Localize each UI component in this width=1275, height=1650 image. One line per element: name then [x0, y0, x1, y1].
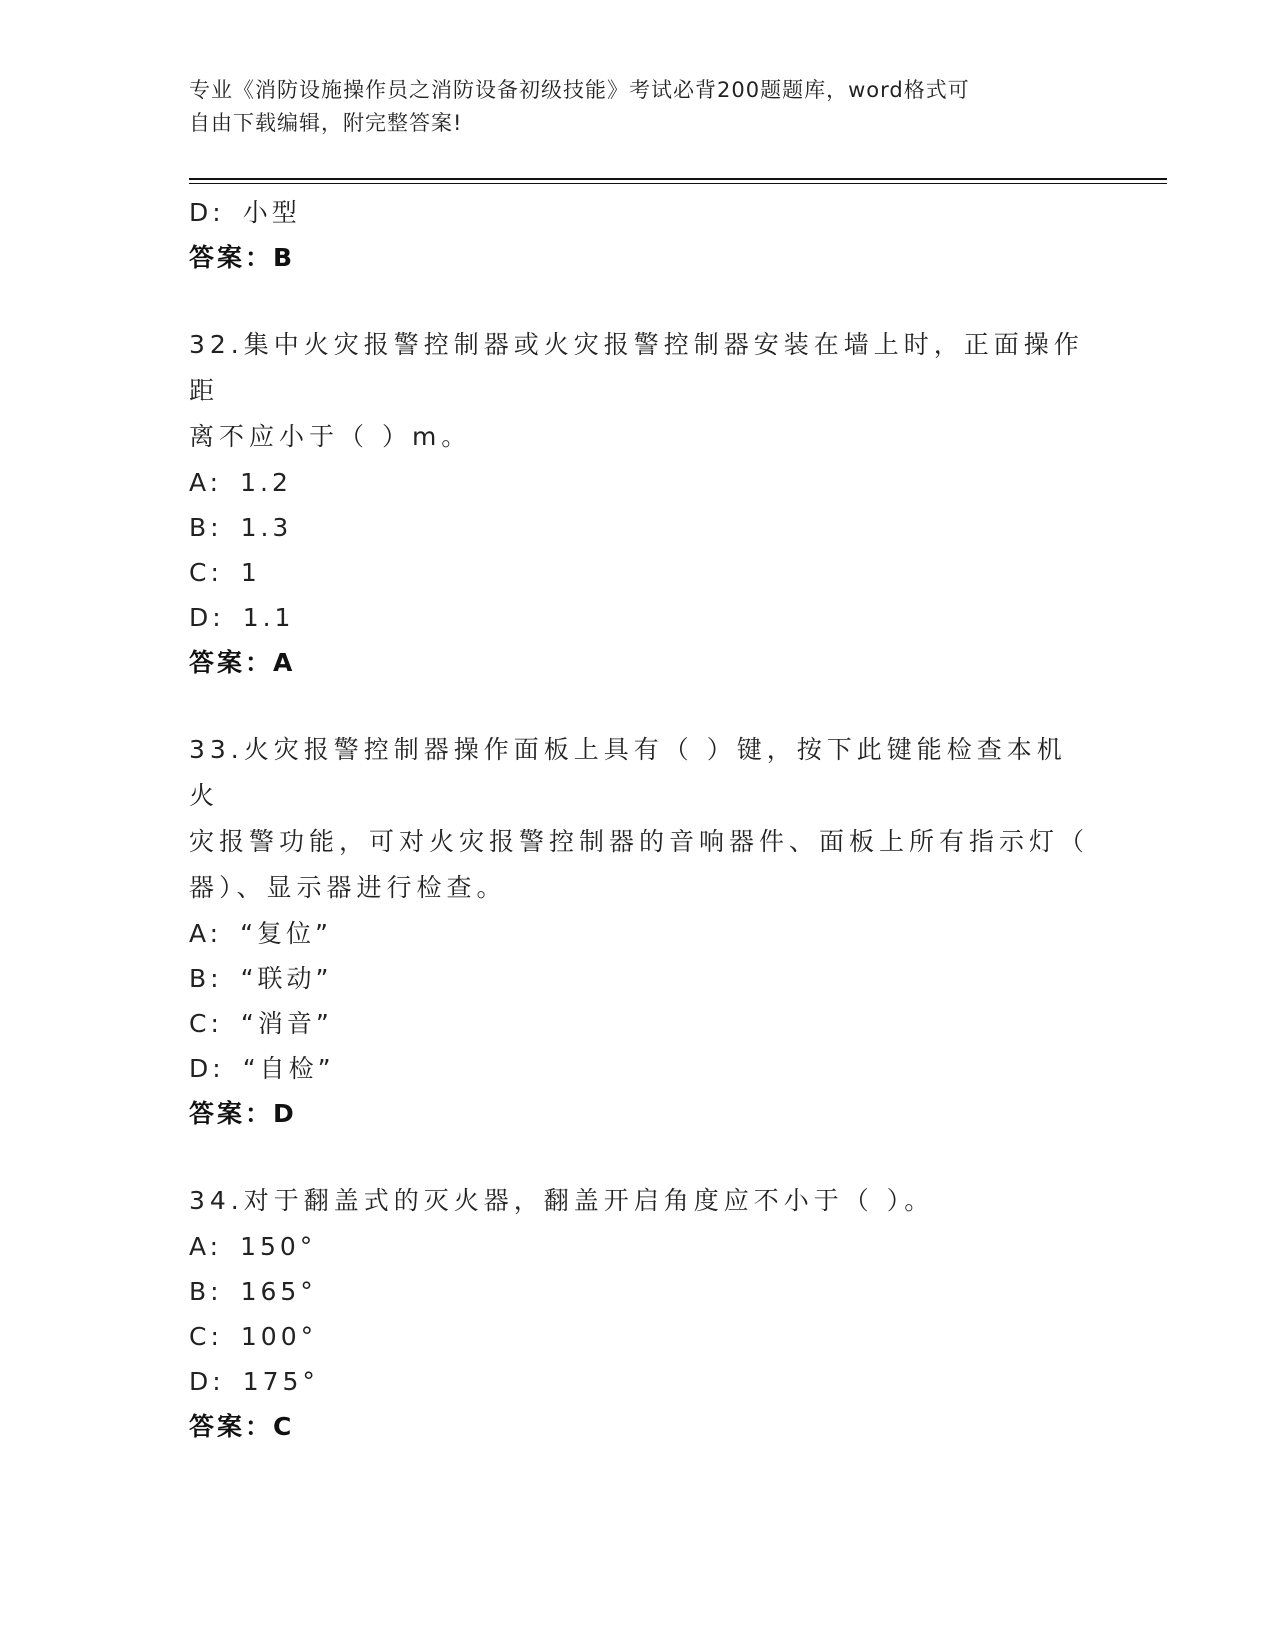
option-label: D:	[189, 1054, 225, 1083]
header-title-line-2: 自由下载编辑，附完整答案!	[189, 111, 463, 135]
option-a	[189, 1224, 1089, 1269]
option-d	[189, 1359, 1089, 1404]
option-b	[189, 956, 1089, 1001]
option-text: 1	[240, 558, 261, 587]
question-stem-line: 32.集中火灾报警控制器或火灾报警控制器安装在墙上时，正面操作距	[189, 330, 1084, 405]
question-stem-line: 离不应小于（ ）m。	[189, 422, 472, 451]
option-c	[189, 1314, 1089, 1359]
option-text: “联动”	[240, 964, 333, 993]
option-text: 1.1	[242, 603, 295, 632]
question-stem	[189, 1178, 1089, 1224]
option-text: 小型	[242, 198, 301, 227]
question-stem-line: 灾报警功能，可对火灾报警控制器的音响器件、面板上所有指示灯（	[189, 827, 1090, 856]
question-stem	[189, 727, 1089, 911]
question-stem-line: 器）、显示器进行检查。	[189, 873, 507, 902]
question-answer: 答案：A	[189, 648, 296, 677]
header-title-line-1: 专业《消防设施操作员之消防设备初级技能》考试必背200题题库，word格式可	[189, 78, 970, 102]
option-text: 1.3	[240, 513, 293, 542]
question-stem	[189, 322, 1089, 460]
option-label: C:	[189, 558, 223, 587]
question-answer: 答案：C	[189, 1412, 295, 1441]
question-34	[189, 1178, 1089, 1449]
option-a	[189, 911, 1089, 956]
option-b	[189, 1269, 1089, 1314]
question-stem-line: 34.对于翻盖式的灭火器，翻盖开启角度应不小于（ ）。	[189, 1186, 935, 1215]
option-c	[189, 1001, 1089, 1046]
option-text: 150°	[240, 1232, 317, 1261]
option-label: A:	[189, 468, 223, 497]
option-d	[189, 595, 1089, 640]
option-label: B:	[189, 513, 223, 542]
option-label: A:	[189, 1232, 223, 1261]
header-divider	[189, 178, 1167, 180]
option-text: 1.2	[240, 468, 292, 497]
option-text: 175°	[242, 1367, 319, 1396]
option-label: D:	[189, 1367, 225, 1396]
prev-question-answer: 答案：B	[189, 243, 296, 272]
option-label: A:	[189, 919, 223, 948]
question-stem-line: 33.火灾报警控制器操作面板上具有（ ）键，按下此键能检查本机火	[189, 735, 1067, 810]
option-a	[189, 460, 1089, 505]
question-answer: 答案：D	[189, 1099, 297, 1128]
question-33	[189, 727, 1089, 1136]
option-label: B:	[189, 1277, 223, 1306]
question-32	[189, 322, 1089, 685]
option-text: “自检”	[242, 1054, 335, 1083]
option-text: “复位”	[240, 919, 332, 948]
prev-question-option-d	[189, 190, 1089, 235]
option-text: 100°	[240, 1322, 318, 1351]
option-c	[189, 550, 1089, 595]
option-label: C:	[189, 1322, 223, 1351]
option-text: 165°	[240, 1277, 317, 1306]
option-d	[189, 1046, 1089, 1091]
option-label: B:	[189, 964, 223, 993]
option-label: D:	[189, 603, 225, 632]
option-b	[189, 505, 1089, 550]
option-label: D:	[189, 198, 225, 227]
document-body	[189, 190, 1089, 1449]
option-label: C:	[189, 1009, 223, 1038]
header-divider-thin	[189, 183, 1167, 184]
page-header	[189, 74, 1089, 140]
option-text: “消音”	[240, 1009, 333, 1038]
